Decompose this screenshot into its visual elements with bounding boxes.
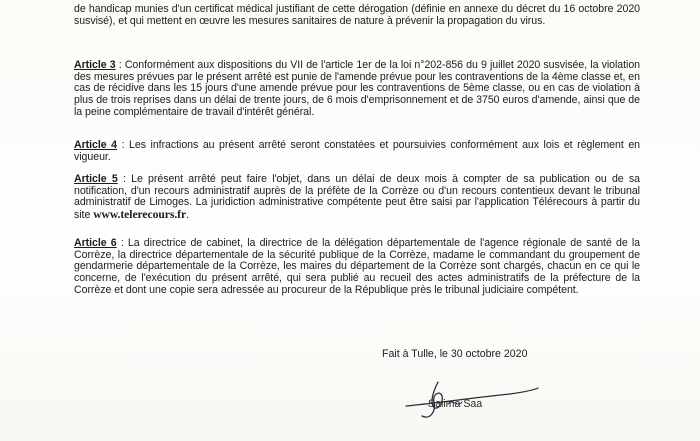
article-6-text: : La directrice de cabinet, la directrice de la délégation départementale de l'agence régionale de santé de la Corrèze, la directrice départementale de la sécurité publique de la Corrèze, madame le commandant du groupement de gendarmerie départementale de la Corrèze, les maires du département de la Corrèze sont chargés, chacun en ce qui le concerne, de l'exécution du présent arrêté, qui sera publié au recueil des actes administratifs de la préfecture de la Corrèze et dont une copie sera adressée au procureur de la République près le tribunal judiciaire compétent. bbox=[74, 236, 640, 297]
article-3-paragraph bbox=[74, 60, 640, 120]
continuation-paragraph: de handicap munies d'un certificat médical justifiant de cette dérogation (définie en annexe du décret du 16 octobre 2020 susvisé), et qui mettent en œuvre les mesures sanitaires de nature à prévenir la propagation du virus. bbox=[74, 2, 640, 27]
telerecours-link[interactable]: www.telerecours.fr bbox=[93, 208, 187, 222]
signatory-name: Salima Saa bbox=[428, 398, 483, 410]
article-6-label: Article 6 bbox=[74, 236, 117, 249]
place-date: Fait à Tulle, le 30 octobre 2020 bbox=[382, 348, 528, 360]
article-5-label: Article 5 bbox=[74, 172, 118, 185]
article-5-end: . bbox=[186, 209, 189, 222]
article-6-paragraph bbox=[74, 238, 640, 298]
article-3-label: Article 3 bbox=[74, 58, 116, 71]
article-5-text: : Le présent arrêté peut faire l'objet, dans un délai de deux mois à compter de sa publication ou de sa notification, d'un recours administratif auprès de la préfète de la Corrèze ou d'un recours contentieux devant le tribunal administratif de Limoges. La juridiction administrative compétente peut être saisi par l'application Télérecours à partir du site bbox=[74, 172, 640, 222]
article-4-label: Article 4 bbox=[74, 138, 118, 151]
article-4-text: : Les infractions au présent arrêté seront constatées et poursuivies conformément aux lois et règlement en vigueur. bbox=[74, 138, 641, 163]
article-4-paragraph bbox=[74, 140, 640, 164]
article-3-text: : Conformément aux dispositions du VII de l'article 1er de la loi n°202-856 du 9 juillet 2020 susvisée, la violation des mesures prévues par le présent arrêté est punie de l'amende prévue pour les contraventions de la 4ème classe et, en cas de récidive dans les 15 jours d'une amende prévue pour les contraventions de 5ème classe, ou en cas de violation à plus de trois reprises dans un délai de trente jours, de 6 mois d'emprisonnement et de 3750 euros d'amende, ainsi que de la peine complémentaire de travail d'intérêt général. bbox=[74, 58, 641, 119]
article-5-paragraph bbox=[74, 174, 640, 223]
